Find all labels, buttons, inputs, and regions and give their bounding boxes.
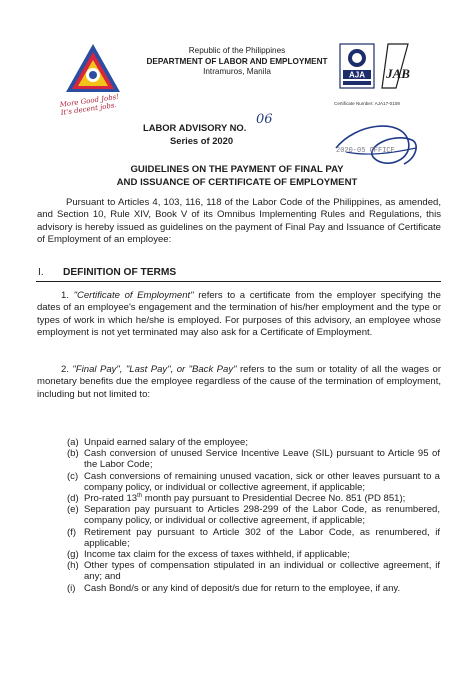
advisory-series: Series of 2020 bbox=[170, 135, 234, 146]
logo-tagline: More Good Jobs! It's decent jobs. bbox=[59, 92, 120, 117]
item-label: (f) bbox=[67, 526, 77, 538]
def1-text: refers to a certificate from the employer specifying the dates of an employee's engagement and the termination of his/her employment and the type or types of work in which he/she is employed. For purposes of this advisory, an employee whose employment is not yet terminated may also ask for a Certificate of Employment. bbox=[37, 290, 441, 338]
list-item bbox=[67, 560, 440, 582]
final-pay-items-list bbox=[67, 437, 440, 594]
item-text-a: Pro-rated 13 bbox=[84, 493, 138, 505]
item-label: (d) bbox=[67, 493, 79, 505]
item-text: Income tax claim for the excess of taxes withheld, if applicable; bbox=[84, 549, 350, 561]
certificate-number: Certificate Number: AJA17-0108 bbox=[334, 101, 400, 106]
item-label: (b) bbox=[67, 448, 79, 460]
agency-republic: Republic of the Philippines bbox=[188, 46, 286, 55]
title-line-2: AND ISSUANCE OF CERTIFICATE OF EMPLOYMENT bbox=[116, 176, 358, 188]
list-item bbox=[67, 437, 440, 448]
list-item bbox=[67, 504, 440, 526]
title-line-1: GUIDELINES ON THE PAYMENT OF FINAL PAY bbox=[130, 164, 344, 175]
item-text: Other types of compensation stipulated in an individual or collective agreement, if any; and bbox=[84, 560, 440, 583]
item-label: (h) bbox=[67, 560, 79, 572]
agency-address: Intramuros, Manila bbox=[203, 67, 271, 76]
agency-name: DEPARTMENT OF LABOR AND EMPLOYMENT bbox=[146, 56, 328, 66]
item-text bbox=[84, 493, 440, 504]
def1-term: "Certificate of Employment" bbox=[73, 290, 194, 301]
cert-logo-jab: JAB bbox=[386, 66, 410, 81]
advisory-label: LABOR ADVISORY NO. bbox=[143, 122, 247, 133]
list-item bbox=[67, 583, 440, 594]
item-label: (g) bbox=[67, 549, 79, 561]
item-text: Cash conversions of remaining unused vacation, sick or other leaves pursuant to a company policy, or individual or collective agreement, if applicable; bbox=[84, 470, 440, 493]
intro-paragraph: Pursuant to Articles 4, 103, 116, 118 of the Labor Code of the Philippines, as amended, and Section 10, Rule XIV, Book V of its Omnibus Implementing Rules and Regulations, this advisory is hereby issued as guidelines on the payment of Final Pay and Issuance of Certificate of Employment of an employee: bbox=[37, 197, 441, 245]
section-title: DEFINITION OF TERMS bbox=[63, 267, 177, 278]
item-label: (a) bbox=[67, 437, 79, 448]
def1-number: 1. bbox=[61, 290, 69, 301]
list-item bbox=[67, 527, 440, 549]
document-title bbox=[0, 164, 474, 189]
def2-text: refers to the sum or totality of all the wages or monetary benefits due the employee regardless of the cause of the termination of employment, including but not limited to: bbox=[37, 364, 441, 400]
received-stamp: 2020-05 OFFICE bbox=[336, 147, 395, 155]
advisory-number: 06 bbox=[256, 112, 273, 127]
list-item bbox=[67, 448, 440, 470]
definition-final-pay bbox=[37, 364, 441, 401]
list-item bbox=[67, 493, 440, 504]
item-text: Cash conversion of unused Service Incentive Leave (SIL) pursuant to Article 95 of the Labor Code; bbox=[84, 448, 440, 471]
definition-certificate bbox=[37, 290, 441, 339]
list-item bbox=[67, 471, 440, 493]
item-label: (c) bbox=[67, 470, 79, 482]
def2-number: 2. bbox=[61, 364, 69, 375]
item-superscript: th bbox=[137, 492, 143, 499]
cert-logo-aja: AJA bbox=[348, 70, 366, 80]
item-text-b: month pay pursuant to Presidential Decree No. 851 (PD 851); bbox=[142, 493, 406, 505]
certification-logos-icon bbox=[338, 40, 420, 96]
section-heading bbox=[38, 267, 176, 278]
list-item bbox=[67, 549, 440, 560]
item-text: Separation pay pursuant to Articles 298-299 of the Labor Code, as renumbered, company policy, or individual or collective agreement, if applicable; bbox=[84, 504, 440, 527]
item-text: Unpaid earned salary of the employee; bbox=[84, 437, 248, 448]
item-label: (i) bbox=[67, 582, 76, 594]
item-text: Retirement pay pursuant to Article 302 of the Labor Code, as renumbered, if applicable; bbox=[84, 526, 440, 549]
section-divider bbox=[36, 281, 441, 282]
item-label: (e) bbox=[67, 504, 79, 516]
def2-term: "Final Pay", "Last Pay", or "Back Pay" bbox=[72, 364, 237, 375]
section-number: I. bbox=[38, 267, 44, 278]
item-text: Cash Bond/s or any kind of deposit/s due for return to the employee, if any. bbox=[84, 582, 401, 594]
